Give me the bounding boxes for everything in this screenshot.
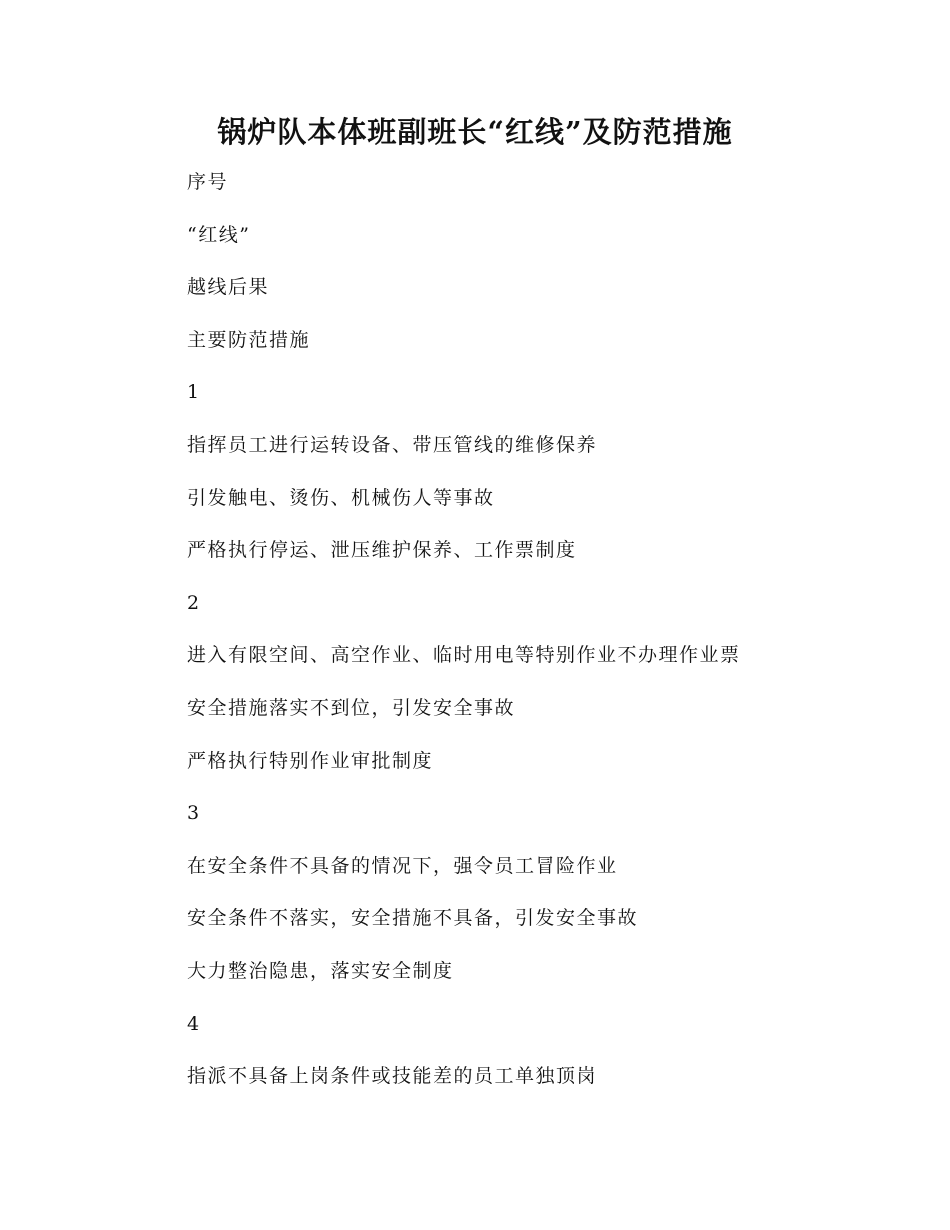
item-4-red-line: 指派不具备上岗条件或技能差的员工单独顶岗	[187, 1065, 598, 1088]
document-body	[187, 164, 907, 1111]
item-2-number: 2	[187, 591, 201, 614]
item-1-measures: 严格执行停运、泄压维护保养、工作票制度	[187, 539, 577, 562]
item-2-red-line: 进入有限空间、高空作业、临时用电等特别作业不办理作业票	[187, 644, 741, 667]
item-2-consequence: 安全措施落实不到位，引发安全事故	[187, 696, 516, 719]
item-3-measures: 大力整治隐患，落实安全制度	[187, 959, 454, 982]
item-3-number: 3	[187, 802, 201, 825]
item-1-number: 1	[187, 381, 201, 404]
header-measures-label: 主要防范措施	[187, 328, 311, 351]
header-consequence-label: 越线后果	[187, 276, 270, 299]
item-2-measures: 严格执行特别作业审批制度	[187, 749, 434, 772]
header-red-line-label: “红线”	[187, 223, 251, 246]
item-3-consequence: 安全条件不落实，安全措施不具备，引发安全事故	[187, 907, 639, 930]
item-1-red-line: 指挥员工进行运转设备、带压管线的维修保养	[187, 433, 598, 456]
header-seq-label: 序号	[187, 171, 229, 193]
document-title: 锅炉队本体班副班长“红线”及防范措施	[217, 115, 733, 149]
item-1-consequence: 引发触电、烫伤、机械伤人等事故	[187, 486, 495, 509]
item-3-red-line: 在安全条件不具备的情况下，强令员工冒险作业	[187, 854, 618, 877]
item-4-number: 4	[187, 1012, 201, 1035]
